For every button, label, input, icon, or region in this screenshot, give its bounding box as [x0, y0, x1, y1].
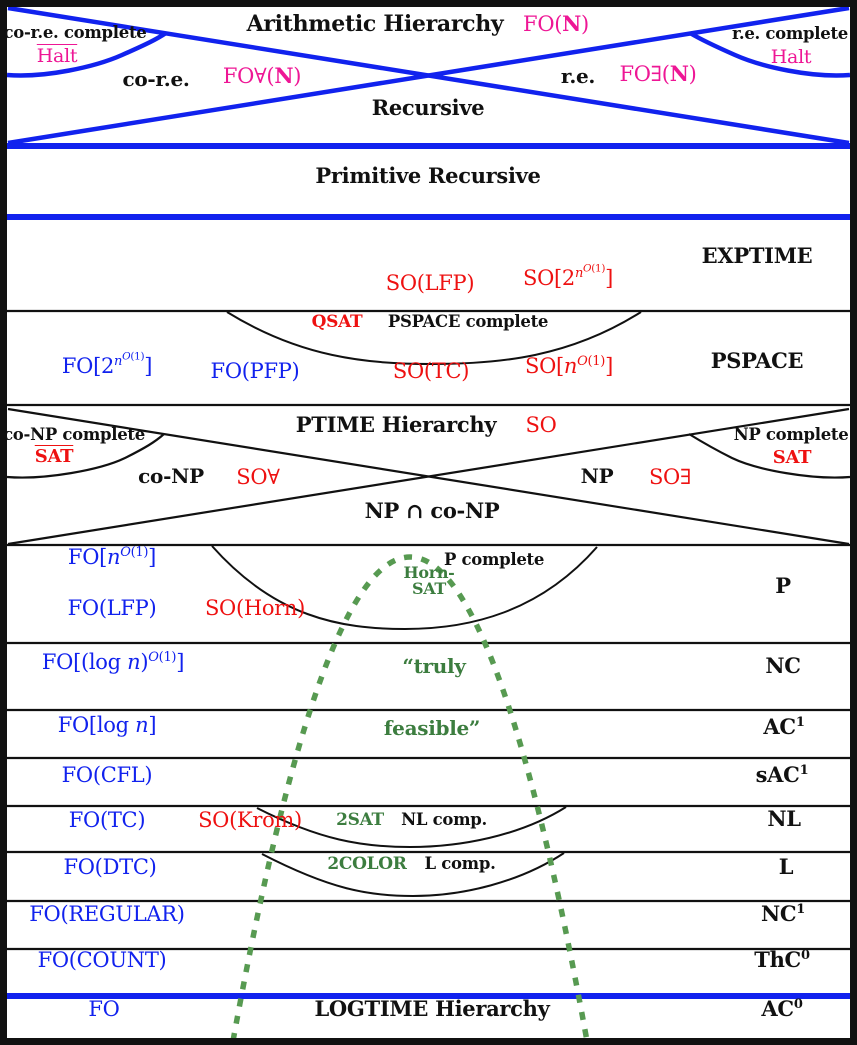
nc-label: NC	[765, 653, 801, 678]
fo-tc-label: FO(TC)	[68, 808, 146, 832]
so-exists-label: SO∃	[648, 465, 692, 489]
fo-dtc-label: FO(DTC)	[63, 855, 157, 879]
so-krom-label: SO(Krom)	[198, 808, 302, 832]
fo-exists-n-label: FO∃(N)	[619, 61, 697, 86]
fo-exp-label: $FO[2^{n^{O(1)}}]$	[61, 350, 153, 378]
truly-label: “truly	[402, 654, 466, 678]
primitive-recursive-label: Primitive Recursive	[315, 163, 541, 188]
so-label: SO	[525, 413, 557, 437]
sat-right-label: SAT	[772, 447, 812, 468]
nl-label: NL	[767, 806, 801, 831]
ac0-label: $AC^0$	[761, 996, 803, 1021]
horn-sat-label: Horn- SAT	[403, 563, 455, 599]
fo-poly-label: $FO[n^{O(1)}]$	[67, 545, 157, 569]
recursive-label: Recursive	[371, 95, 485, 120]
nc1-label: $NC^1$	[760, 901, 806, 926]
p-complete-label: P complete	[443, 550, 545, 569]
fo-label: FO	[88, 997, 120, 1021]
arithmetic-hierarchy-label: Arithmetic Hierarchy	[246, 11, 504, 37]
fo-forall-n-label: FO∀(N)	[222, 63, 302, 88]
re-complete-label: r.e. complete	[732, 24, 848, 43]
fo-logn-label: FO[log n]	[57, 713, 157, 737]
co-np-label: co-NP	[138, 464, 204, 488]
ac1-label: $AC^1$	[763, 714, 805, 739]
so-forall-label: SO∀	[236, 465, 280, 489]
fo-lfp-label: FO(LFP)	[67, 596, 157, 620]
logtime-hierarchy-label: LOGTIME Hierarchy	[314, 996, 550, 1021]
fo-cfl-label: FO(CFL)	[61, 763, 153, 787]
pspace-label: PSPACE	[710, 348, 804, 373]
fo-regular-label: FO(REGULAR)	[29, 902, 185, 926]
fo-polylog-label: FO[(log n)$^{O(1)}$]	[41, 650, 185, 674]
np-label: NP	[580, 464, 614, 488]
so-lfp-label: SO(LFP)	[385, 271, 475, 295]
thc0-label: ThC$^0$	[754, 947, 810, 972]
twocolor-label: 2COLOR	[327, 854, 407, 874]
halt-right-label: Halt	[770, 46, 812, 68]
so-poly-label: $SO[n^{O(1)}]$	[525, 354, 613, 378]
nl-comp-label: NL comp.	[401, 810, 487, 829]
sac1-label: sAC$^1$	[755, 762, 809, 787]
sat-left-label: $\overline{SAT}$	[34, 446, 74, 467]
fo-pfp-label: FO(PFP)	[210, 359, 300, 383]
twosat-label: 2SAT	[336, 810, 384, 830]
re-label: r.e.	[560, 64, 596, 88]
np-complete-label: NP complete	[733, 425, 849, 444]
halt-left-label: Halt	[36, 45, 78, 67]
so-exp-label: $SO[2^{n^{O(1)}}]$	[522, 262, 614, 290]
ptime-hierarchy-label: PTIME Hierarchy	[295, 412, 497, 437]
fo-n-label: FO(N)	[523, 11, 589, 36]
co-np-complete-label: co-NP complete	[3, 425, 145, 444]
feasible-label: feasible”	[383, 716, 481, 740]
so-tc-label: SO(TC)	[392, 359, 470, 383]
co-re-label: co-r.e.	[122, 67, 190, 91]
pspace-complete-label: PSPACE complete	[387, 312, 549, 331]
exptime-label: EXPTIME	[701, 243, 813, 268]
p-label: P	[775, 573, 791, 598]
co-re-complete-label: co-r.e. complete	[3, 23, 147, 42]
l-label: L	[778, 854, 794, 879]
np-conp-label: NP ∩ co-NP	[364, 498, 500, 523]
l-comp-label: L comp.	[424, 854, 496, 873]
fo-count-label: FO(COUNT)	[37, 948, 167, 972]
so-horn-label: SO(Horn)	[204, 596, 306, 620]
qsat-label: QSAT	[311, 312, 363, 332]
